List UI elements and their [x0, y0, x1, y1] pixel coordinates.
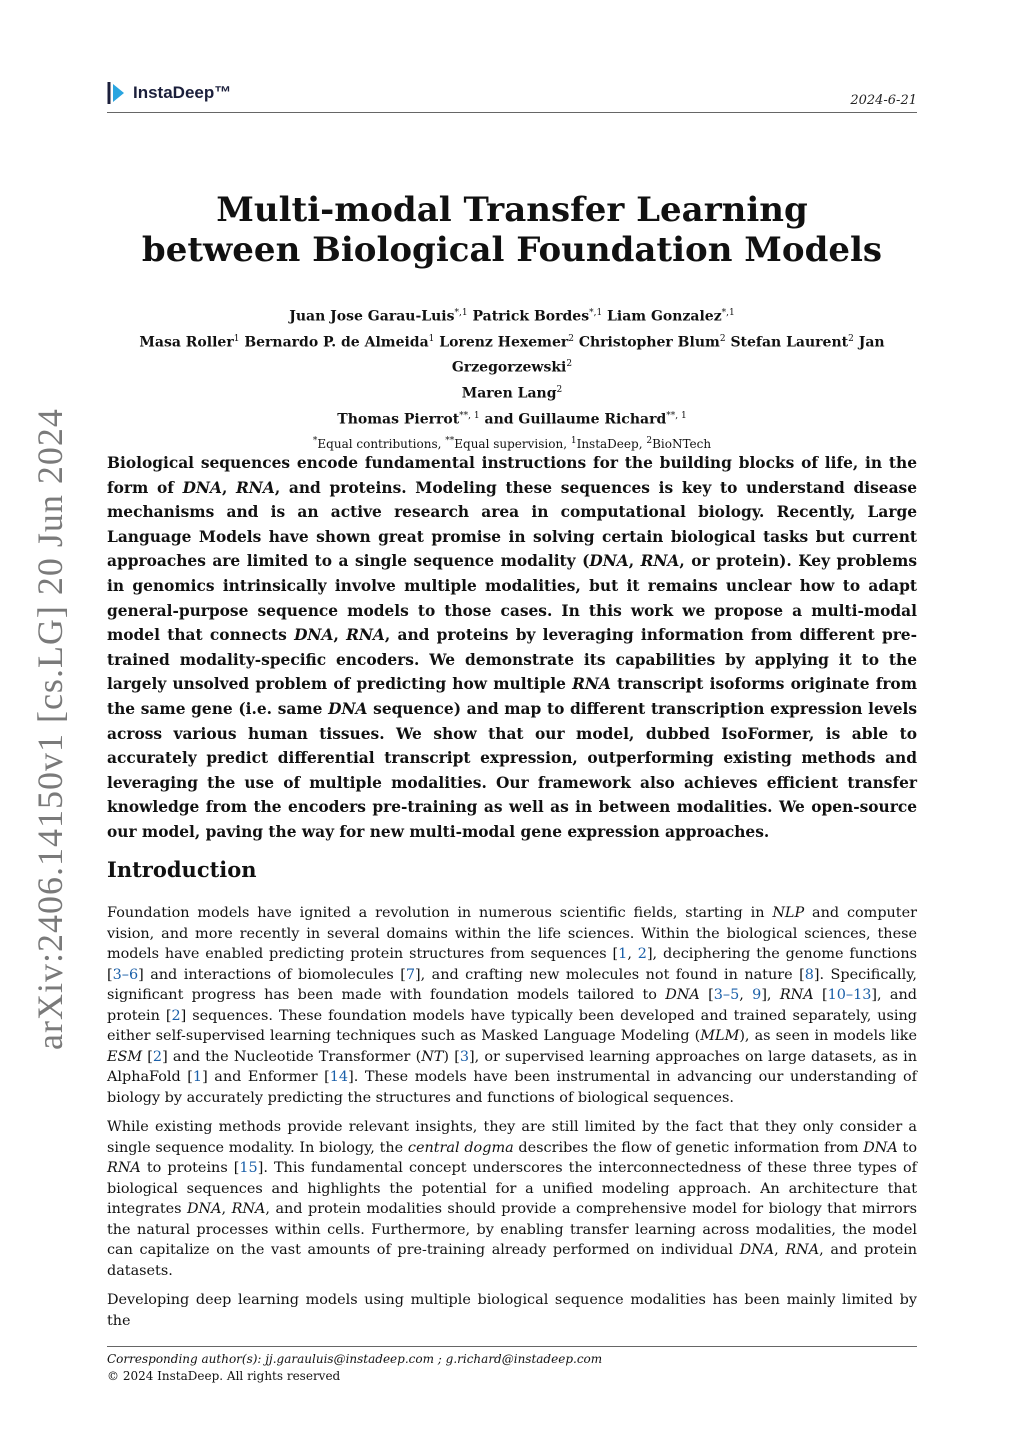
author-line-2: [107, 328, 917, 379]
citation-link[interactable]: 2: [171, 1007, 181, 1024]
citation-link[interactable]: 3: [459, 1048, 469, 1065]
author: Stefan Laurent: [730, 334, 849, 351]
citation-link[interactable]: 14: [329, 1069, 349, 1085]
author: Masa Roller: [139, 334, 234, 351]
author: Patrick Bordes: [472, 308, 590, 325]
author-marker: **, 1: [459, 410, 480, 421]
citation-link[interactable]: 3–5: [713, 987, 740, 1003]
arxiv-identifier: arXiv:2406.14150v1 [cs.LG] 20 Jun 2024: [30, 408, 70, 1050]
author-marker: 2: [848, 333, 854, 344]
corresponding-authors: Corresponding author(s): jj.garauluis@instadeep.com ; g.richard@instadeep.com: [107, 1352, 603, 1366]
citation-link[interactable]: 1: [618, 946, 628, 962]
author-marker: 2: [719, 333, 726, 344]
title-line-1: Multi-modal Transfer Learning: [216, 190, 808, 230]
copyright-notice: © 2024 InstaDeep. All rights reserved: [107, 1369, 341, 1383]
paper-title: [107, 190, 917, 270]
citation-link[interactable]: 7: [405, 966, 416, 983]
author-marker: 1: [233, 333, 240, 344]
author-conjunction: and: [484, 411, 514, 428]
author: Liam Gonzalez: [607, 308, 722, 325]
author: Lorenz Hexemer: [439, 334, 569, 351]
logo-text: InstaDeep™: [133, 83, 232, 102]
publication-date: 2024-6-21: [850, 93, 917, 108]
section-heading-introduction: Introduction: [107, 857, 257, 882]
citation-link[interactable]: 1: [192, 1069, 203, 1085]
author-marker: *,1: [721, 308, 735, 318]
title-line-2: between Biological Foundation Models: [141, 230, 883, 270]
instadeep-logo-icon: [107, 80, 127, 106]
author: Jan Grzegorzewski: [451, 334, 885, 376]
author: Thomas Pierrot: [337, 411, 460, 428]
abstract: Biological sequences encode fundamental instructions for the building blocks of life, in the form of DNA, RNA, and proteins. Modeling these sequences is key to understand disease mechanisms and is an active research area in computational biology. Recently, Large Language Models have shown great promise in solving certain biological tasks but current approaches are limited to a single sequence modality (DNA, RNA, or protein). Key problems in genomics intrinsically involve multiple modalities, but it remains unclear how to adapt general-purpose sequence models to those cases. In this work we propose a multi-modal model that connects DNA, RNA, and proteins by leveraging information from different pre-trained modality-specific encoders. We demonstrate its capabilities by applying it to the largely unsolved problem of predicting how multiple RNA transcript isoforms originate from the same gene (i.e. same DNA sequence) and map to different transcription expression levels across various human tissues. We show that our model, dubbed IsoFormer, is able to accurately predict differential transcript expression, outperforming existing methods and leveraging the use of multiple modalities. Our framework also achieves efficient transfer knowledge from the encoders pre-training as well as in between modalities. We open-source our model, paving the way for new multi-modal gene expression approaches.: [107, 454, 917, 841]
author-line-3: [107, 379, 917, 405]
citation-link[interactable]: 2: [637, 946, 647, 962]
citation-link[interactable]: 15: [239, 1160, 258, 1176]
author-marker: 1: [428, 333, 435, 344]
author-marker: *,1: [454, 308, 468, 318]
footer-divider: [107, 1346, 917, 1347]
citation-link[interactable]: 8: [804, 966, 814, 983]
author-marker: *,1: [589, 308, 603, 318]
citation-link[interactable]: 10–13: [827, 987, 872, 1003]
author: Maren Lang: [461, 385, 557, 402]
citation-link[interactable]: 2: [152, 1048, 163, 1065]
author: Juan Jose Garau-Luis: [289, 308, 455, 325]
intro-paragraph-1: Foundation models have ignited a revolution in numerous scientific fields, starting in NLP and computer vision, and more recently in several domains within the life sciences. Within the biological sciences, these models have enabled predicting protein structures from sequences [1, 2], deciphering the genome functions [3–6] and interactions of biomolecules [7], and crafting new molecules not found in nature [8]. Specifically, significant progress has been made with foundation models tailored to DNA [3–5, 9], RNA [10–13], and protein [2] sequences. These foundation models have typically been developed and trained separately, using either self-supervised learning techniques such as Masked Language Modeling (MLM), as seen in models like ESM [2] and the Nucleotide Transformer (NT) [3], or supervised learning approaches on large datasets, as in AlphaFold [1] and Enformer [14]. These models have been instrumental in advancing our understanding of biology by accurately predicting the structures and functions of biological sequences.: [107, 905, 918, 1106]
author: Guillaume Richard: [518, 411, 667, 428]
citation-link[interactable]: 9: [752, 987, 762, 1003]
author-marker: 2: [568, 333, 574, 344]
header-divider: [107, 112, 917, 113]
author-marker: **, 1: [666, 410, 687, 421]
citation-link[interactable]: 3–6: [112, 966, 139, 983]
instadeep-logo: [107, 80, 231, 106]
author: Bernardo P. de Almeida: [244, 334, 429, 351]
affiliations: *Equal contributions, **Equal supervision, $^1$InstaDeep, $^2$BioNTech: [312, 436, 712, 452]
author: Christopher Blum: [578, 334, 720, 351]
introduction-body: [107, 903, 917, 1340]
author-line-1: [107, 302, 917, 328]
intro-paragraph-3: Developing deep learning models using multiple biological sequence modalities has been mainly limited by the: [107, 1292, 917, 1329]
footer: [107, 1351, 602, 1385]
author-marker: 2: [556, 384, 563, 395]
author-marker: 2: [566, 359, 573, 370]
author-list: [107, 302, 917, 455]
intro-paragraph-2: While existing methods provide relevant insights, they are still limited by the fact that they only consider a single sequence modality. In biology, the central dogma describes the flow of genetic information from DNA to RNA to proteins [15]. This fundamental concept underscores the interconnectedness of these three types of biological sequences and highlights the potential for a unified modeling approach. An architecture that integrates DNA, RNA, and protein modalities should provide a comprehensive model for biology that mirrors the natural processes within cells. Furthermore, by enabling transfer learning across modalities, the model can capitalize on the vast amounts of pre-training already performed on individual DNA, RNA, and protein datasets.: [107, 1119, 917, 1279]
author-line-4: [107, 405, 917, 431]
